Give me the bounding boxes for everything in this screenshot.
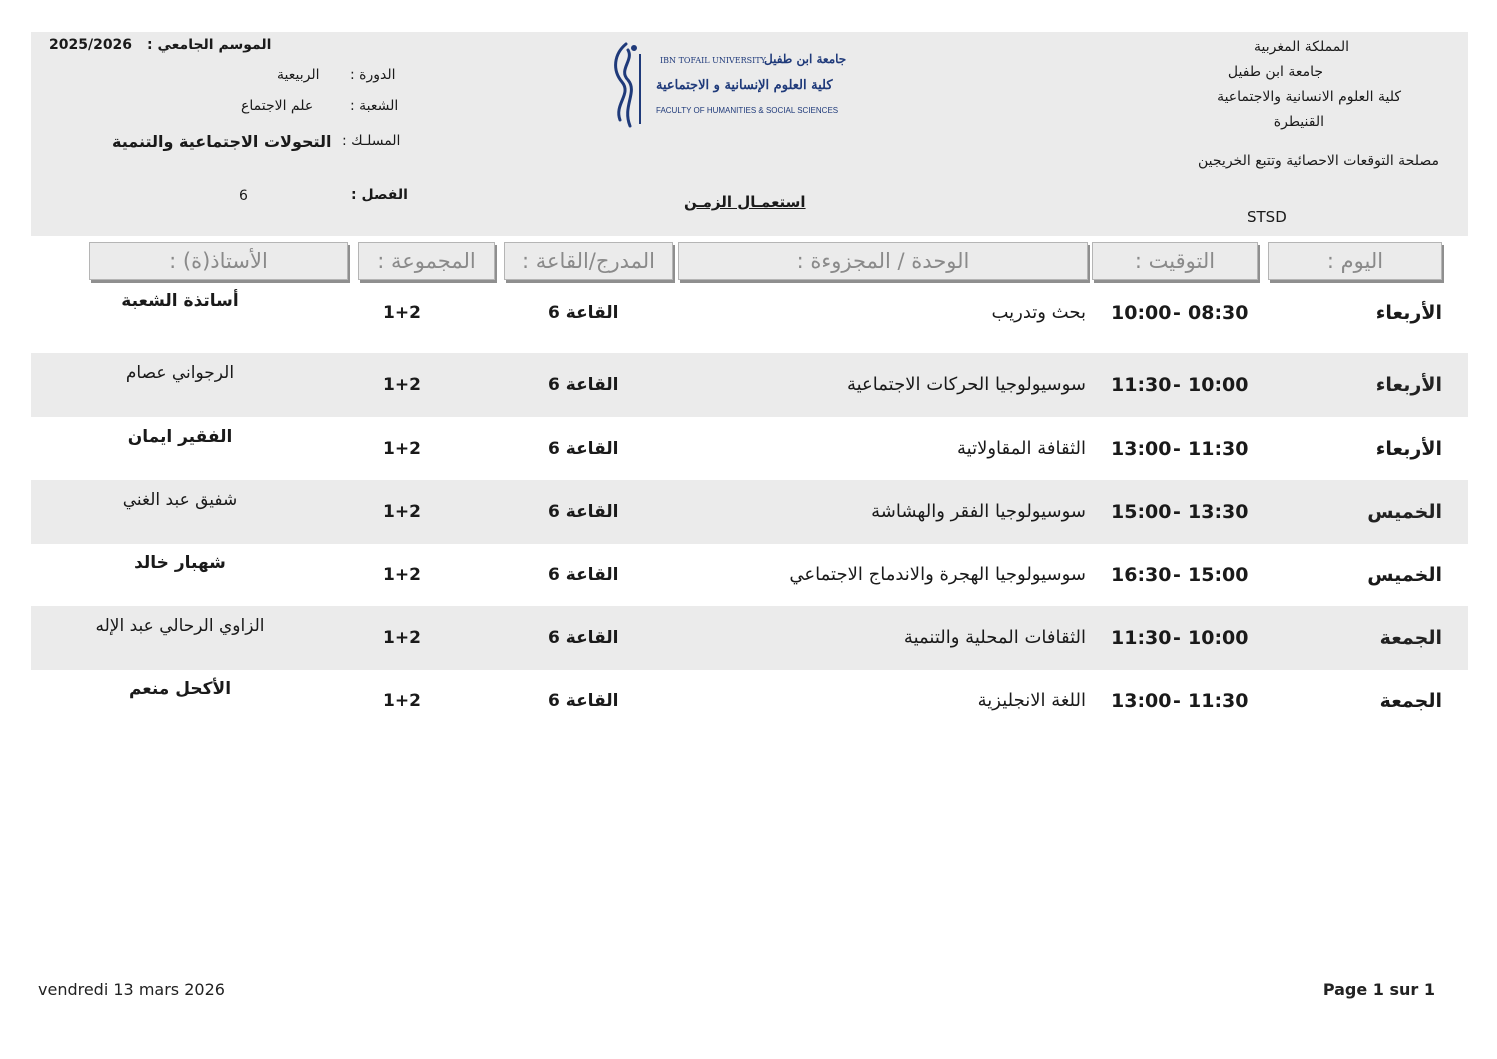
- group-cell: 1+2: [383, 303, 421, 323]
- module-cell: الثقافة المقاولاتية: [956, 438, 1086, 459]
- session-value: الربيعية: [277, 67, 320, 83]
- day-cell: الجمعة: [1379, 627, 1442, 649]
- room-cell: القاعة 6: [548, 375, 619, 395]
- time-end: 11:30: [1111, 627, 1172, 649]
- logo-ar-line2: كلية العلوم الإنسانية و الاجتماعية: [656, 78, 833, 93]
- time-end: 16:30: [1111, 564, 1172, 586]
- time-separator: -: [1173, 501, 1181, 523]
- time-start: 10:00: [1188, 374, 1249, 396]
- room-cell: القاعة 6: [548, 565, 619, 585]
- season-value: 2025/2026: [49, 37, 133, 53]
- day-cell: الخميس: [1367, 501, 1442, 523]
- table-row: [31, 281, 1468, 345]
- logo-en-line1: IBN TOFAIL UNIVERSITY: [660, 56, 766, 65]
- track-value: التحولات الاجتماعية والتنمية: [112, 132, 332, 151]
- semester-value: 6: [239, 188, 248, 204]
- group-cell: 1+2: [383, 375, 421, 395]
- day-cell: الجمعة: [1379, 690, 1442, 712]
- table-row: [31, 606, 1468, 670]
- logo-ar-line1: جامعة ابن طفيل: [764, 52, 847, 66]
- group-cell: 1+2: [383, 565, 421, 585]
- time-end: 11:30: [1111, 374, 1172, 396]
- time-end: 10:00: [1111, 302, 1172, 324]
- day-cell: الخميس: [1367, 564, 1442, 586]
- branch-value: علم الاجتماع: [241, 98, 314, 114]
- season-label: الموسم الجامعي :: [147, 37, 272, 53]
- time-start: 10:00: [1188, 627, 1249, 649]
- time-start: 11:30: [1188, 438, 1249, 460]
- room-cell: القاعة 6: [548, 303, 619, 323]
- table-row: [31, 417, 1468, 481]
- teacher-cell: الرجواني عصام: [125, 363, 235, 383]
- column-header-room: المدرج/القاعة :: [504, 242, 673, 280]
- column-header-module: الوحدة / المجزوءة :: [678, 242, 1088, 280]
- service-label: مصلحة التوقعات الاحصائية وتتبع الخريجين: [1198, 153, 1439, 169]
- city-label: القنيطرة: [1273, 114, 1324, 130]
- module-cell: الثقافات المحلية والتنمية: [903, 627, 1086, 648]
- university-label: جامعة ابن طفيل: [1227, 64, 1323, 80]
- room-cell: القاعة 6: [548, 439, 619, 459]
- time-separator: -: [1173, 374, 1181, 396]
- university-logo: [610, 40, 868, 132]
- logo-en-line2: FACULTY OF HUMANITIES & SOCIAL SCIENCES: [656, 106, 839, 115]
- time-end: 15:00: [1111, 501, 1172, 523]
- day-cell: الأربعاء: [1375, 438, 1442, 460]
- faculty-label: كلية العلوم الانسانية والاجتماعية: [1217, 89, 1401, 105]
- time-end: 13:00: [1111, 690, 1172, 712]
- module-cell: سوسيولوجيا الهجرة والاندماج الاجتماعي: [789, 564, 1086, 585]
- document-title: استعمـال الزمـن: [684, 193, 806, 211]
- group-cell: 1+2: [383, 691, 421, 711]
- session-label: الدورة :: [350, 67, 396, 83]
- group-cell: 1+2: [383, 439, 421, 459]
- time-start: 15:00: [1188, 564, 1249, 586]
- module-cell: اللغة الانجليزية: [977, 690, 1086, 711]
- day-cell: الأربعاء: [1375, 302, 1442, 324]
- teacher-cell: الأكحل منعم: [128, 679, 232, 699]
- column-header-time: التوقيت :: [1092, 242, 1258, 280]
- table-row: [31, 543, 1468, 607]
- room-cell: القاعة 6: [548, 628, 619, 648]
- semester-label: الفصل :: [351, 187, 408, 203]
- time-separator: -: [1173, 564, 1181, 586]
- time-start: 11:30: [1188, 690, 1249, 712]
- teacher-cell: الزاوي الرحالي عبد الإله: [95, 616, 265, 636]
- time-start: 13:30: [1188, 501, 1249, 523]
- time-separator: -: [1173, 438, 1181, 460]
- branch-label: الشعبة :: [350, 98, 399, 114]
- column-header-teacher: الأستاذ(ة) :: [89, 242, 348, 280]
- room-cell: القاعة 6: [548, 691, 619, 711]
- time-end: 13:00: [1111, 438, 1172, 460]
- kingdom-label: المملكة المغربية: [1253, 39, 1349, 55]
- module-cell: بحث وتدريب: [991, 302, 1086, 323]
- teacher-cell: أساتذة الشعبة: [121, 291, 239, 311]
- time-separator: -: [1173, 627, 1181, 649]
- footer-date: vendredi 13 mars 2026: [38, 980, 225, 999]
- teacher-cell: شهبار خالد: [134, 553, 226, 573]
- table-row: [31, 480, 1468, 544]
- module-cell: سوسيولوجيا الفقر والهشاشة: [871, 501, 1086, 522]
- group-cell: 1+2: [383, 628, 421, 648]
- column-header-day: اليوم :: [1268, 242, 1442, 280]
- track-label: المسلـك :: [342, 133, 401, 149]
- time-separator: -: [1173, 690, 1181, 712]
- day-cell: الأربعاء: [1375, 374, 1442, 396]
- column-header-group: المجموعة :: [358, 242, 495, 280]
- time-separator: -: [1173, 302, 1181, 324]
- table-row: [31, 669, 1468, 733]
- time-start: 08:30: [1188, 302, 1249, 324]
- group-cell: 1+2: [383, 502, 421, 522]
- room-cell: القاعة 6: [548, 502, 619, 522]
- table-row: [31, 353, 1468, 417]
- service-code: STSD: [1247, 208, 1287, 226]
- module-cell: سوسيولوجيا الحركات الاجتماعية: [846, 374, 1086, 395]
- footer-page: Page 1 sur 1: [1322, 980, 1435, 999]
- teacher-cell: الفقير ايمان: [127, 427, 233, 447]
- teacher-cell: شفيق عبد الغني: [122, 490, 238, 510]
